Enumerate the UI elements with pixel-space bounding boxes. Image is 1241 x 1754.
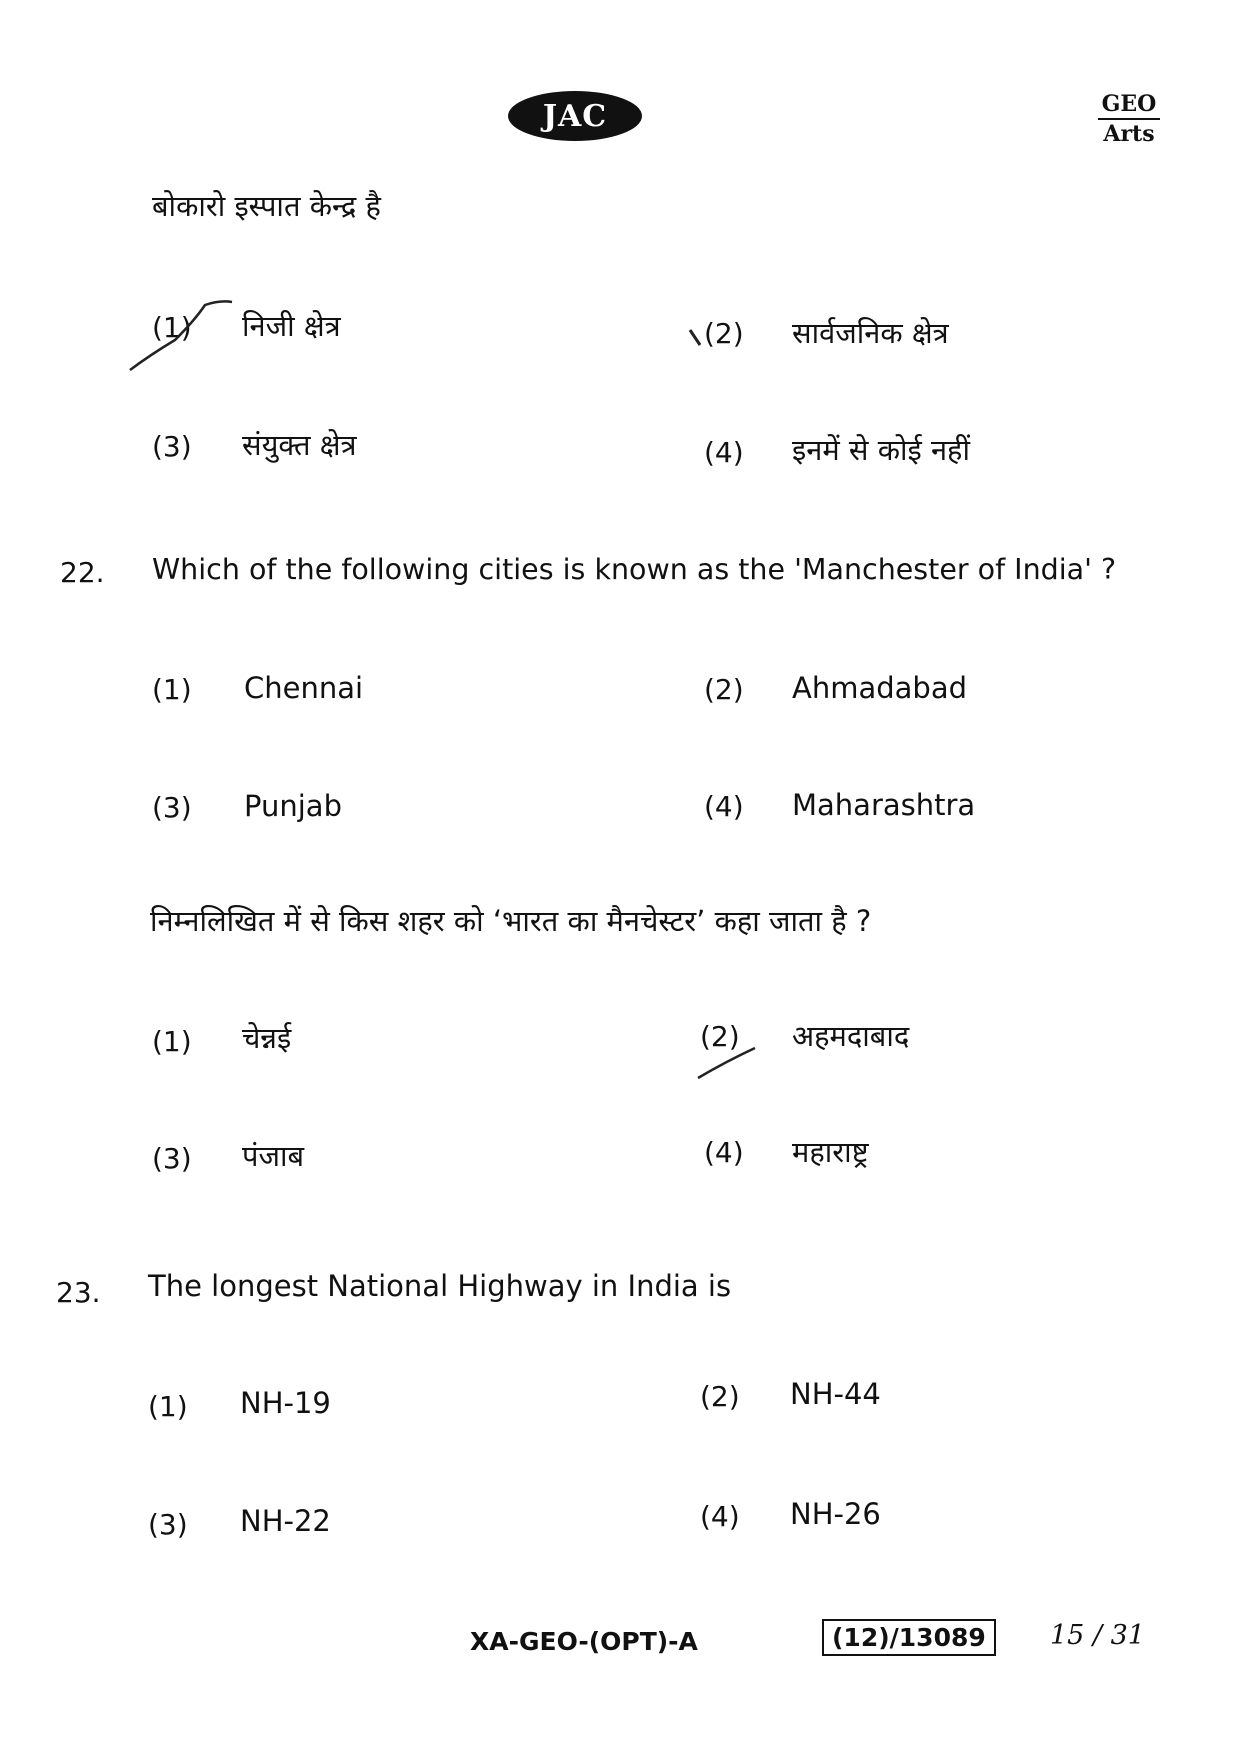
q22-hindi-opt4-num: (4) bbox=[704, 1136, 744, 1169]
subject-stream: Arts bbox=[1103, 121, 1155, 147]
q22-number: 22. bbox=[60, 556, 105, 589]
q22-opt2-num: (2) bbox=[704, 673, 744, 706]
q22-opt3-text: Punjab bbox=[244, 789, 342, 823]
q23-opt3-num: (3) bbox=[148, 1508, 188, 1541]
q23-opt4-text: NH-26 bbox=[790, 1497, 881, 1531]
q21-opt1-text: निजी क्षेत्र bbox=[242, 309, 341, 343]
q22-hindi-opt3-num: (3) bbox=[152, 1142, 192, 1175]
q23-opt1-num: (1) bbox=[148, 1390, 188, 1423]
q23-opt3-text: NH-22 bbox=[240, 1504, 331, 1538]
q22-hindi-opt4-text: महाराष्ट्र bbox=[792, 1135, 869, 1169]
q21-opt2-text: सार्वजनिक क्षेत्र bbox=[792, 316, 949, 350]
q22-opt1-text: Chennai bbox=[244, 671, 364, 705]
q23-opt1-text: NH-19 bbox=[240, 1386, 331, 1420]
subject-code: GEO bbox=[1098, 90, 1160, 120]
q21-hindi-stem: बोकारो इस्पात केन्द्र है bbox=[152, 189, 381, 223]
q22-opt2-text: Ahmadabad bbox=[792, 671, 968, 705]
paper-code: XA-GEO-(OPT)-A bbox=[470, 1627, 698, 1656]
q21-opt2-num: (2) bbox=[704, 317, 744, 350]
q22-hindi-opt2-num: (2) bbox=[700, 1020, 740, 1053]
q22-hindi-opt1-num: (1) bbox=[152, 1025, 192, 1058]
q22-opt3-num: (3) bbox=[152, 791, 192, 824]
tick-mark-q21-opt2 bbox=[690, 330, 700, 345]
q21-opt3-num: (3) bbox=[152, 430, 192, 463]
q22-hindi-opt1-text: चेन्नई bbox=[242, 1021, 292, 1055]
booklet-code-box: (12)/13089 bbox=[822, 1619, 996, 1656]
jac-logo: JAC bbox=[508, 91, 642, 141]
q22-opt1-num: (1) bbox=[152, 673, 192, 706]
q21-opt3-text: संयुक्त क्षेत्र bbox=[242, 428, 357, 462]
q22-opt4-text: Maharashtra bbox=[792, 788, 976, 822]
tick-mark-q22-hindi-opt2 bbox=[698, 1048, 755, 1078]
tick-mark-q21-opt1 bbox=[130, 301, 232, 370]
q21-opt4-num: (4) bbox=[704, 436, 744, 469]
q21-opt1-num: (1) bbox=[152, 311, 192, 344]
q21-opt4-text: इनमें से कोई नहीं bbox=[792, 433, 970, 467]
q23-opt4-num: (4) bbox=[700, 1500, 740, 1533]
q23-opt2-num: (2) bbox=[700, 1380, 740, 1413]
q23-number: 23. bbox=[56, 1276, 101, 1309]
q22-hindi-opt3-text: पंजाब bbox=[242, 1139, 305, 1173]
q22-hindi-opt2-text: अहमदाबाद bbox=[792, 1019, 910, 1053]
page-number: 15 / 31 bbox=[1050, 1620, 1145, 1651]
q23-opt2-text: NH-44 bbox=[790, 1377, 881, 1411]
q23-stem: The longest National Highway in India is bbox=[148, 1269, 732, 1303]
q22-stem: Which of the following cities is known as the 'Manchester of India' ? bbox=[152, 553, 1117, 586]
q22-opt4-num: (4) bbox=[704, 790, 744, 823]
q22-hindi-stem: निम्नलिखित में से किस शहर को ‘भारत का मैनचेस्टर’ कहा जाता है ? bbox=[150, 904, 872, 938]
